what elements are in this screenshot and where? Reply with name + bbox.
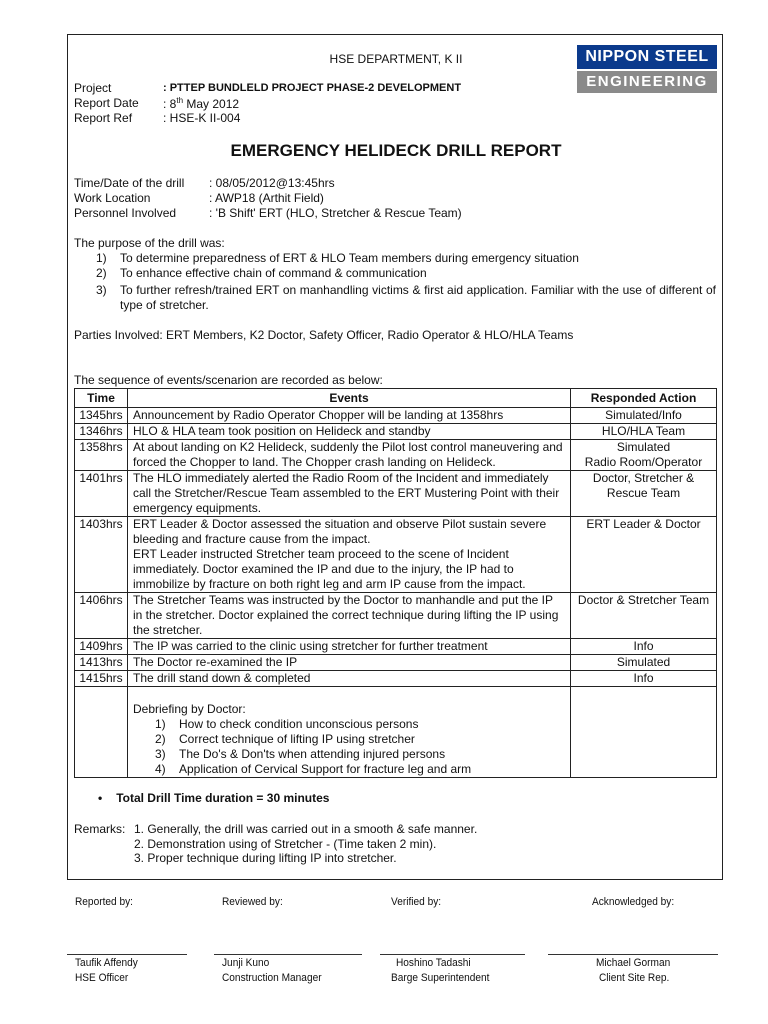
logo-bottom-text: ENGINEERING — [577, 71, 717, 93]
row-time: 1358hrs — [75, 440, 128, 471]
row-time: 1406hrs — [75, 593, 128, 639]
reviewer-title: Construction Manager — [222, 972, 322, 984]
logo-top-text: NIPPON STEEL — [577, 45, 717, 69]
remarks-label: Remarks: — [74, 822, 126, 836]
header-events: Events — [128, 389, 571, 408]
row-action: Simulated Radio Room/Operator — [571, 440, 717, 471]
row-event: Announcement by Radio Operator Chopper will be landing at 1358hrs — [128, 408, 571, 424]
row-action: Simulated/Info — [571, 408, 717, 424]
remarks-lines — [134, 822, 477, 866]
signature-line — [67, 954, 187, 955]
reporter-title: HSE Officer — [75, 972, 129, 984]
reported-by-label: Reported by: — [75, 896, 133, 908]
total-drill-time: • Total Drill Time duration = 30 minutes — [98, 791, 330, 805]
debrief-list — [133, 717, 565, 777]
parties-involved: Parties Involved: ERT Members, K2 Doctor, Safety Officer, Radio Operator & HLO/HLA Teams — [74, 328, 574, 342]
remark-line: 3. Proper technique during lifting IP into stretcher. — [134, 851, 397, 865]
row-time: 1345hrs — [75, 408, 128, 424]
debrief-row — [75, 687, 717, 778]
row-action — [571, 687, 717, 778]
remark-line: 2. Demonstration using of Stretcher - (Time taken 2 min). — [134, 836, 437, 851]
header-time: Time — [75, 389, 128, 408]
report-ref-value: : HSE-K II-004 — [163, 111, 241, 125]
row-time: 1403hrs — [75, 517, 128, 593]
project-value: : PTTEP BUNDLELD PROJECT PHASE-2 DEVELOPMENT — [163, 82, 462, 94]
bullet-icon: • — [98, 791, 103, 805]
row-time: 1413hrs — [75, 655, 128, 671]
row-time: 1346hrs — [75, 424, 128, 440]
purpose-intro: The purpose of the drill was: — [74, 236, 225, 250]
project-label: Project — [74, 81, 112, 95]
header-action: Responded Action — [571, 389, 717, 408]
row-action: ERT Leader & Doctor — [571, 517, 717, 593]
acknowledger-name: Michael Gorman — [596, 957, 671, 969]
personnel-label: Personnel Involved — [74, 206, 177, 220]
department-heading: HSE DEPARTMENT, K II — [329, 52, 463, 66]
report-frame — [67, 34, 723, 880]
work-location-label: Work Location — [74, 191, 151, 205]
row-event: The drill stand down & completed — [128, 671, 571, 687]
row-event: The HLO immediately alerted the Radio Room of the Incident and immediately call the Stretcher/Rescue Team assembled to the ERT Mustering Point with their emergency equipments. — [128, 471, 571, 517]
remark-line: 1. Generally, the drill was carried out in a smooth & safe manner. — [134, 822, 478, 836]
drill-time-value: : 08/05/2012@13:45hrs — [209, 176, 335, 190]
debrief-heading: Debriefing by Doctor: — [133, 702, 246, 716]
signature-line — [548, 954, 718, 955]
row-event: The Stretcher Teams was instructed by the Doctor to manhandle and put the IP in the stretcher. Doctor explained the correct technique during lifting the IP using the stretcher. — [128, 593, 571, 639]
signature-line — [214, 954, 362, 955]
work-location-value: : AWP18 (Arthit Field) — [209, 191, 324, 205]
purpose-list — [96, 251, 716, 313]
table-row — [75, 593, 717, 639]
list-item: 2) Correct technique of lifting IP using stretcher — [155, 732, 415, 746]
reporter-name: Taufik Affendy — [75, 957, 138, 969]
table-row — [75, 408, 717, 424]
table-row — [75, 639, 717, 655]
list-item: 3) The Do's & Don'ts when attending injured persons — [155, 747, 446, 761]
table-header-row — [75, 389, 717, 408]
list-item: 4) Application of Cervical Support for fracture leg and arm — [155, 762, 472, 776]
acknowledger-title: Client Site Rep. — [599, 972, 670, 984]
list-item: 3) To further refresh/trained ERT on manhandling victims & first aid application. Familiar with the use of different of type of stretcher. — [96, 283, 716, 312]
report-date-label: Report Date — [74, 96, 139, 110]
report-ref-label: Report Ref — [74, 111, 133, 125]
verifier-title: Barge Superintendent — [391, 972, 490, 984]
row-action: Doctor, Stretcher & Rescue Team — [571, 471, 717, 517]
row-action: Info — [571, 639, 717, 655]
row-time — [75, 687, 128, 778]
signature-line — [380, 954, 525, 955]
list-item: 1) How to check condition unconscious persons — [155, 717, 419, 731]
sequence-intro: The sequence of events/scenarion are recorded as below: — [74, 373, 383, 387]
personnel-value: : 'B Shift' ERT (HLO, Stretcher & Rescue Team) — [209, 206, 462, 220]
row-event: The IP was carried to the clinic using stretcher for further treatment — [128, 639, 571, 655]
table-row — [75, 440, 717, 471]
row-event: At about landing on K2 Helideck, suddenly the Pilot lost control maneuvering and forced the Chopper to land. The Chopper crash landing on Helideck. — [128, 440, 571, 471]
list-item: 2) To enhance effective chain of command & communication — [96, 266, 427, 280]
row-time: 1415hrs — [75, 671, 128, 687]
events-table — [74, 388, 717, 778]
table-row — [75, 655, 717, 671]
company-logo — [577, 45, 717, 93]
verified-by-label: Verified by: — [391, 896, 442, 908]
acknowledged-by-label: Acknowledged by: — [592, 896, 675, 908]
table-row — [75, 671, 717, 687]
row-time: 1401hrs — [75, 471, 128, 517]
row-action: Info — [571, 671, 717, 687]
row-event: ERT Leader & Doctor assessed the situation and observe Pilot sustain severe bleeding and fracture cause from the impact. ERT Leader instructed Stretcher team proceed to the scene of Incident immediately. Doctor examined the IP and due to the injury, the IP had to immobilize by fracture on both right leg and arm IP cause from the impact. — [128, 517, 571, 593]
table-row — [75, 424, 717, 440]
drill-time-label: Time/Date of the drill — [74, 176, 185, 190]
row-action: Doctor & Stretcher Team — [571, 593, 717, 639]
row-event: The Doctor re-examined the IP — [128, 655, 571, 671]
row-action: Simulated — [571, 655, 717, 671]
row-action: HLO/HLA Team — [571, 424, 717, 440]
table-row — [75, 471, 717, 517]
verifier-name: Hoshino Tadashi — [396, 957, 471, 969]
debrief-cell — [128, 687, 571, 778]
report-title: EMERGENCY HELIDECK DRILL REPORT — [230, 141, 562, 160]
reviewed-by-label: Reviewed by: — [222, 896, 283, 908]
report-date-value: : 8th May 2012 — [163, 96, 240, 111]
row-time: 1409hrs — [75, 639, 128, 655]
list-item: 1) To determine preparedness of ERT & HLO Team members during emergency situation — [96, 251, 579, 265]
row-event: HLO & HLA team took position on Helideck and standby — [128, 424, 571, 440]
table-row — [75, 517, 717, 593]
reviewer-name: Junji Kuno — [222, 957, 270, 969]
